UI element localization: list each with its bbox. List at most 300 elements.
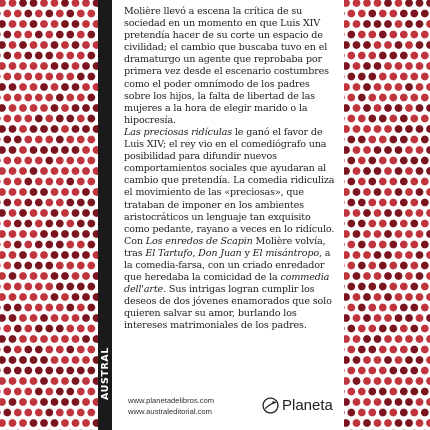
pattern-dot (374, 0, 382, 7)
pattern-dot (3, 31, 11, 39)
planeta-logo (262, 397, 333, 414)
pattern-dot (344, 220, 345, 228)
pattern-dot (87, 262, 95, 270)
pattern-dot (368, 31, 376, 39)
pattern-dot (0, 136, 1, 144)
pattern-dot (72, 83, 80, 91)
pattern-dot (384, 104, 392, 112)
pattern-dot (374, 146, 382, 154)
pattern-dot (61, 335, 69, 343)
pattern-dot (35, 52, 43, 60)
pattern-dot (9, 104, 17, 112)
pattern-dot (358, 31, 366, 39)
pattern-dot (77, 325, 85, 333)
pattern-dot (82, 356, 90, 364)
pattern-dot (344, 283, 345, 291)
pattern-dot (14, 283, 22, 291)
pattern-dot (9, 125, 17, 133)
pattern-dot (3, 346, 11, 354)
pattern-dot (77, 94, 85, 102)
pattern-dot (410, 31, 418, 39)
pattern-dot (426, 62, 430, 70)
pattern-dot (426, 104, 430, 112)
pattern-dot (384, 209, 392, 217)
pattern-dot (51, 314, 59, 322)
pattern-dot (40, 125, 48, 133)
pattern-dot (347, 199, 355, 207)
pattern-dot (9, 0, 17, 7)
pattern-dot (66, 262, 74, 270)
pattern-dot (61, 125, 69, 133)
pattern-dot (344, 199, 345, 207)
pattern-dot (389, 241, 397, 249)
pattern-dot (72, 356, 80, 364)
pattern-dot (19, 335, 27, 343)
pattern-dot (0, 220, 1, 228)
pattern-dot (66, 52, 74, 60)
pattern-dot (35, 94, 43, 102)
pattern-dot (19, 20, 27, 28)
pattern-dot (40, 104, 48, 112)
pattern-dot (379, 325, 387, 333)
pattern-dot (416, 0, 424, 7)
pattern-dot (19, 83, 27, 91)
pattern-dot (3, 136, 11, 144)
pattern-dot (3, 10, 11, 18)
pattern-dot (19, 398, 27, 406)
pattern-dot (405, 398, 413, 406)
pattern-dot (3, 157, 11, 165)
pattern-dot (24, 31, 32, 39)
pattern-dot (3, 241, 11, 249)
pattern-dot (51, 230, 59, 238)
pattern-dot (344, 146, 350, 154)
pattern-dot (19, 146, 27, 154)
pattern-dot (426, 125, 430, 133)
pattern-dot (421, 409, 429, 417)
pattern-dot (30, 62, 38, 70)
pattern-dot (363, 314, 371, 322)
pattern-dot (368, 52, 376, 60)
pattern-dot (19, 167, 27, 175)
pattern-dot (14, 241, 22, 249)
pattern-dot (45, 346, 53, 354)
pattern-dot (77, 31, 85, 39)
pattern-dot (56, 367, 64, 375)
pattern-dot (0, 125, 6, 133)
pattern-dot (77, 283, 85, 291)
pattern-dot (363, 83, 371, 91)
pattern-dot (35, 283, 43, 291)
pattern-dot (389, 52, 397, 60)
pattern-dot (368, 10, 376, 18)
pattern-dot (374, 62, 382, 70)
pattern-dot (416, 41, 424, 49)
pattern-dot (0, 0, 6, 7)
pattern-dot (61, 188, 69, 196)
pattern-dot (395, 314, 403, 322)
pattern-dot (374, 83, 382, 91)
pattern-dot (0, 20, 6, 28)
pattern-dot (9, 272, 17, 280)
pattern-dot (363, 146, 371, 154)
pattern-dot (368, 388, 376, 396)
pattern-dot (14, 199, 22, 207)
pattern-dot (405, 83, 413, 91)
pattern-dot (35, 367, 43, 375)
pattern-dot (426, 230, 430, 238)
pattern-dot (24, 199, 32, 207)
pattern-dot (410, 367, 418, 375)
pattern-dot (77, 10, 85, 18)
pattern-dot (77, 73, 85, 81)
pattern-dot (72, 230, 80, 238)
pattern-dot (30, 335, 38, 343)
pattern-dot (379, 94, 387, 102)
pattern-dot (363, 335, 371, 343)
pattern-dot (0, 367, 1, 375)
pattern-dot (45, 199, 53, 207)
pattern-dot (66, 346, 74, 354)
pattern-dot (426, 41, 430, 49)
pattern-dot (87, 94, 95, 102)
pattern-dot (344, 20, 350, 28)
pattern-dot (3, 388, 11, 396)
pattern-dot (389, 220, 397, 228)
pattern-dot (347, 73, 355, 81)
pattern-dot (77, 409, 85, 417)
book-title: Los enredos de Scapin (145, 235, 253, 247)
pattern-dot (72, 188, 80, 196)
pattern-dot (40, 314, 48, 322)
pattern-dot (344, 188, 350, 196)
pattern-dot (353, 209, 361, 217)
pattern-dot (410, 241, 418, 249)
pattern-dot (77, 52, 85, 60)
pattern-dot (363, 272, 371, 280)
url-australeditorial[interactable]: www.australeditorial.com (128, 407, 212, 416)
pattern-dot (87, 178, 95, 186)
pattern-dot (72, 104, 80, 112)
pattern-dot (344, 62, 350, 70)
pattern-dot (400, 10, 408, 18)
pattern-dot (45, 73, 53, 81)
pattern-dot (51, 41, 59, 49)
pattern-dot (344, 10, 345, 18)
pattern-dot (400, 283, 408, 291)
pattern-dot (400, 136, 408, 144)
pattern-dot (40, 41, 48, 49)
pattern-dot (0, 104, 6, 112)
pattern-dot (40, 272, 48, 280)
pattern-dot (400, 220, 408, 228)
pattern-dot (358, 73, 366, 81)
book-title: El Tartufo (145, 247, 193, 259)
pattern-dot (3, 409, 11, 417)
pattern-dot (384, 293, 392, 301)
pattern-dot (14, 409, 22, 417)
pattern-dot (395, 104, 403, 112)
url-planetadelibros[interactable]: www.planetadelibros.com (128, 396, 215, 405)
pattern-dot (19, 314, 27, 322)
pattern-dot (61, 230, 69, 238)
pattern-dot (0, 230, 6, 238)
pattern-dot (344, 94, 345, 102)
pattern-dot (66, 199, 74, 207)
pattern-dot (30, 188, 38, 196)
pattern-dot (14, 262, 22, 270)
book-title: El misántropo (252, 247, 319, 259)
book-title: Las preciosas ridículas (124, 126, 232, 138)
pattern-dot (416, 293, 424, 301)
pattern-dot (87, 220, 95, 228)
pattern-dot (379, 388, 387, 396)
pattern-dot (61, 272, 69, 280)
pattern-dot (421, 241, 429, 249)
pattern-dot (344, 272, 350, 280)
spine-label (99, 387, 112, 400)
pattern-dot (347, 157, 355, 165)
pattern-dot (374, 230, 382, 238)
pattern-dot (347, 325, 355, 333)
pattern-dot (24, 388, 32, 396)
pattern-dot (384, 20, 392, 28)
pattern-dot (0, 335, 6, 343)
pattern-dot (9, 20, 17, 28)
pattern-dot (40, 20, 48, 28)
pattern-dot (0, 398, 6, 406)
pattern-dot (19, 230, 27, 238)
pattern-dot (40, 230, 48, 238)
pattern-dot (358, 157, 366, 165)
pattern-dot (61, 398, 69, 406)
pattern-dot (347, 346, 355, 354)
pattern-dot (82, 146, 90, 154)
pattern-dot (426, 272, 430, 280)
publisher-urls (128, 395, 214, 417)
pattern-dot (421, 157, 429, 165)
pattern-dot (405, 167, 413, 175)
pattern-dot (344, 115, 345, 123)
pattern-dot (30, 272, 38, 280)
pattern-dot (421, 52, 429, 60)
pattern-dot (3, 73, 11, 81)
pattern-dot (66, 94, 74, 102)
pattern-dot (344, 52, 345, 60)
pattern-dot (9, 356, 17, 364)
pattern-dot (0, 157, 1, 165)
logo-text: Planeta (282, 397, 333, 414)
pattern-dot (405, 146, 413, 154)
pattern-dot (66, 136, 74, 144)
pattern-dot (368, 304, 376, 312)
pattern-dot (87, 115, 95, 123)
pattern-dot (0, 62, 6, 70)
pattern-dot (368, 136, 376, 144)
pattern-dot (405, 230, 413, 238)
back-cover-text (124, 6, 338, 333)
pattern-dot (35, 409, 43, 417)
pattern-dot (3, 94, 11, 102)
pattern-dot (395, 398, 403, 406)
pattern-dot (379, 283, 387, 291)
pattern-dot (344, 178, 345, 186)
pattern-dot (77, 262, 85, 270)
pattern-dot (400, 409, 408, 417)
pattern-dot (426, 251, 430, 259)
pattern-dot (77, 220, 85, 228)
pattern-dot (347, 52, 355, 60)
pattern-dot (66, 73, 74, 81)
pattern-dot (379, 304, 387, 312)
pattern-dot (368, 73, 376, 81)
pattern-dot (410, 346, 418, 354)
pattern-dot (35, 178, 43, 186)
pattern-dot (416, 314, 424, 322)
pattern-dot (87, 346, 95, 354)
pattern-dot (416, 230, 424, 238)
pattern-dot (19, 356, 27, 364)
paragraph-1: Molière llevó a escena la crítica de su sociedad en un momento en que Luis XIV pretendía hacer de su corte un espacio de civilidad; el cambio que buscaba tuvo en el dramaturgo un agente que reprobaba por primera vez desde el escenario costumbres como el poder omnímodo de los padres sobre los hijos, la falta de libertad de las mujeres a la hora de elegir marido o la hipocresía. (124, 6, 329, 126)
pattern-dot (61, 104, 69, 112)
pattern-dot (14, 10, 22, 18)
pattern-dot (374, 356, 382, 364)
pattern-dot (416, 356, 424, 364)
pattern-dot (384, 83, 392, 91)
pattern-dot (389, 304, 397, 312)
pattern-dot (374, 41, 382, 49)
pattern-dot (82, 335, 90, 343)
pattern-dot (45, 10, 53, 18)
pattern-dot (384, 335, 392, 343)
pattern-dot (426, 209, 430, 217)
pattern-dot (410, 199, 418, 207)
pattern-dot (374, 167, 382, 175)
pattern-dot (384, 272, 392, 280)
pattern-dot (353, 398, 361, 406)
pattern-dot (395, 125, 403, 133)
pattern-dot (400, 367, 408, 375)
pattern-dot (56, 157, 64, 165)
pattern-dot (389, 73, 397, 81)
pattern-dot (410, 136, 418, 144)
pattern-dot (353, 167, 361, 175)
pattern-dot (405, 41, 413, 49)
pattern-dot (66, 31, 74, 39)
pattern-dot (51, 398, 59, 406)
pattern-dot (9, 146, 17, 154)
pattern-dot (379, 409, 387, 417)
pattern-dot (400, 388, 408, 396)
pattern-dot (0, 262, 1, 270)
pattern-dot (353, 20, 361, 28)
pattern-dot (24, 73, 32, 81)
pattern-dot (61, 167, 69, 175)
pattern-dot (344, 73, 345, 81)
pattern-dot (374, 272, 382, 280)
pattern-dot (344, 388, 345, 396)
pattern-dot (24, 262, 32, 270)
pattern-dot (35, 73, 43, 81)
pattern-dot (82, 125, 90, 133)
pattern-dot (363, 419, 371, 427)
pattern-dot (61, 419, 69, 427)
pattern-dot (344, 104, 350, 112)
pattern-dot (72, 41, 80, 49)
pattern-dot (374, 293, 382, 301)
pattern-dot (421, 220, 429, 228)
pattern-dot (363, 251, 371, 259)
pattern-dot (40, 377, 48, 385)
pattern-dot (410, 94, 418, 102)
pattern-dot (353, 419, 361, 427)
pattern-dot (344, 398, 350, 406)
pattern-dot (61, 20, 69, 28)
pattern-dot (358, 241, 366, 249)
pattern-dot (14, 304, 22, 312)
pattern-dot (368, 178, 376, 186)
pattern-dot (384, 188, 392, 196)
dot-pattern-left (0, 0, 98, 430)
pattern-dot (45, 304, 53, 312)
pattern-dot (379, 220, 387, 228)
pattern-dot (3, 325, 11, 333)
pattern-dot (77, 136, 85, 144)
pattern-dot (426, 167, 430, 175)
pattern-dot (384, 398, 392, 406)
pattern-dot (374, 398, 382, 406)
pattern-dot (77, 346, 85, 354)
pattern-dot (374, 419, 382, 427)
pattern-dot (3, 199, 11, 207)
pattern-dot (405, 377, 413, 385)
pattern-dot (82, 104, 90, 112)
pattern-dot (56, 325, 64, 333)
pattern-dot (379, 73, 387, 81)
pattern-dot (421, 283, 429, 291)
pattern-dot (82, 398, 90, 406)
pattern-dot (14, 388, 22, 396)
pattern-dot (61, 41, 69, 49)
pattern-dot (426, 398, 430, 406)
pattern-dot (379, 241, 387, 249)
pattern-dot (344, 157, 345, 165)
pattern-dot (0, 272, 6, 280)
pattern-dot (30, 83, 38, 91)
pattern-dot (416, 209, 424, 217)
pattern-dot (24, 115, 32, 123)
pattern-dot (347, 241, 355, 249)
pattern-dot (9, 188, 17, 196)
pattern-dot (0, 10, 1, 18)
pattern-dot (384, 125, 392, 133)
pattern-dot (400, 178, 408, 186)
pattern-dot (416, 398, 424, 406)
pattern-dot (379, 262, 387, 270)
pattern-dot (363, 0, 371, 7)
pattern-dot (347, 31, 355, 39)
pattern-dot (358, 136, 366, 144)
pattern-dot (19, 377, 27, 385)
pattern-dot (0, 419, 6, 427)
pattern-dot (40, 0, 48, 7)
pattern-dot (14, 73, 22, 81)
pattern-dot (35, 10, 43, 18)
pattern-dot (24, 10, 32, 18)
paragraph-3: Con Los enredos de Scapin Molière volvía, tras El Tartufo, Don Juan y El misántropo, a la comedia-farsa, con un criado enredador que heredaba la comicidad de la commedia dell'arte. Sus intrigas logran cumplir los deseos de dos jóvenes enamorados que solo quieren salvar su amor, burlando los intereses matrimoniales de los padres. (124, 235, 332, 332)
pattern-dot (400, 31, 408, 39)
pattern-dot (389, 178, 397, 186)
